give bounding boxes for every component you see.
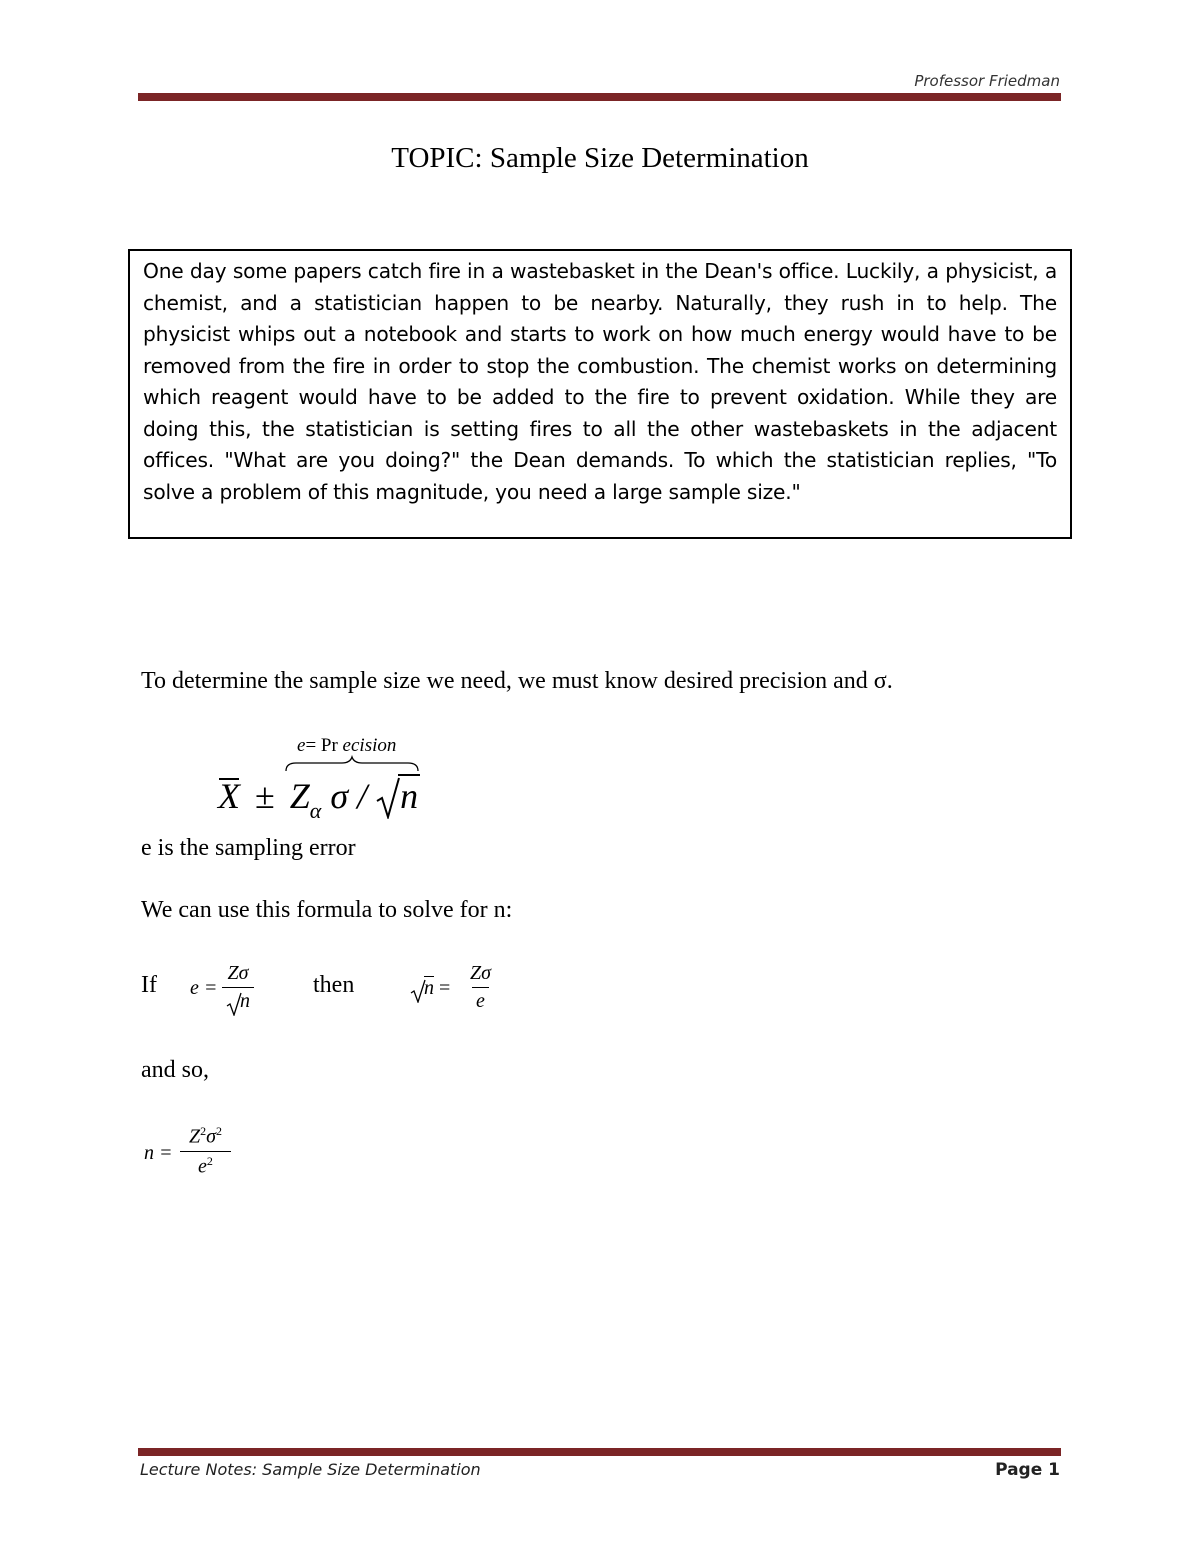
eq3-sigma: σ	[206, 1125, 216, 1148]
footer-title: Lecture Notes: Sample Size Determination	[140, 1460, 481, 1479]
joke-box	[128, 249, 1072, 539]
eq2-fraction	[466, 962, 495, 1013]
z-symbol: Z	[289, 776, 310, 816]
n-symbol: n	[400, 776, 419, 816]
sqrt-icon	[376, 777, 400, 819]
eq3-z: Z	[188, 1125, 201, 1148]
eq1-den-n: n	[240, 990, 250, 1012]
eq3-exp-sigma: 2	[215, 1124, 222, 1138]
eq2-numerator: Zσ	[470, 962, 491, 984]
eq3-lhs: n =	[144, 1142, 173, 1164]
and-so-text: and so,	[141, 1057, 209, 1083]
if-label: If	[141, 972, 157, 998]
eq1-lhs: e =	[190, 977, 218, 999]
xbar-symbol: X	[218, 776, 240, 816]
eq3-denominator	[180, 1151, 231, 1179]
then-label: then	[313, 972, 355, 998]
eq1-sqrt	[226, 990, 250, 1013]
eq2-sqrt	[410, 977, 434, 1000]
precision-eq: = Pr	[305, 735, 338, 756]
sqrt-n	[376, 775, 420, 817]
eq1-denominator	[222, 987, 254, 1013]
precision-label	[297, 735, 396, 757]
eq1-numerator: Zσ	[227, 962, 249, 984]
sqrt-icon	[410, 979, 426, 1003]
eq3-fraction	[180, 1124, 231, 1178]
header-rule	[138, 93, 1061, 101]
intro-text: To determine the sample size we need, we must know desired precision and σ.	[141, 668, 893, 694]
alpha-subscript: α	[309, 798, 322, 823]
eq3-numerator	[185, 1124, 226, 1151]
eq1-fraction	[222, 962, 254, 1013]
sigma-slash: σ /	[330, 776, 368, 816]
plus-minus-symbol: ±	[255, 776, 275, 816]
page-number: Page 1	[995, 1460, 1060, 1480]
overbrace-icon	[284, 755, 420, 773]
confidence-interval-formula	[218, 775, 420, 824]
solve-text: We can use this formula to solve for n:	[141, 897, 513, 923]
precision-e: e	[297, 735, 306, 756]
sqrt-icon	[226, 992, 242, 1016]
footer-rule	[138, 1448, 1061, 1456]
eq2-denominator: e	[472, 987, 489, 1013]
page-title: TOPIC: Sample Size Determination	[391, 142, 809, 174]
joke-text: One day some papers catch fire in a wastebasket in the Dean's office. Luckily, a physicist, a chemist, and a statistician happen to be nearby. Naturally, they rush in to help. The physicist whips out a notebook and starts to work on how much energy would have to be removed from the fire in order to stop the combustion. The chemist works on determining which reagent would have to be added to the fire to prevent oxidation. While they are doing this, the statistician is setting fires to all the other wastebaskets in the adjacent offices. "What are you doing?" the Dean demands. To which the statistician replies, "To solve a problem of this magnitude, you need a large sample size."	[143, 259, 1057, 504]
sampling-error-text: e is the sampling error	[141, 835, 356, 861]
precision-rest: ecision	[342, 735, 397, 756]
eq3-exp-e: 2	[206, 1153, 213, 1168]
eq3-e: e	[198, 1155, 207, 1178]
eq2-lhs-n: n	[424, 977, 434, 999]
eq3-exp-z: 2	[200, 1124, 207, 1138]
eq2-equals: =	[439, 977, 451, 999]
header-author: Professor Friedman	[914, 72, 1060, 90]
eq2-lhs	[410, 977, 450, 1000]
